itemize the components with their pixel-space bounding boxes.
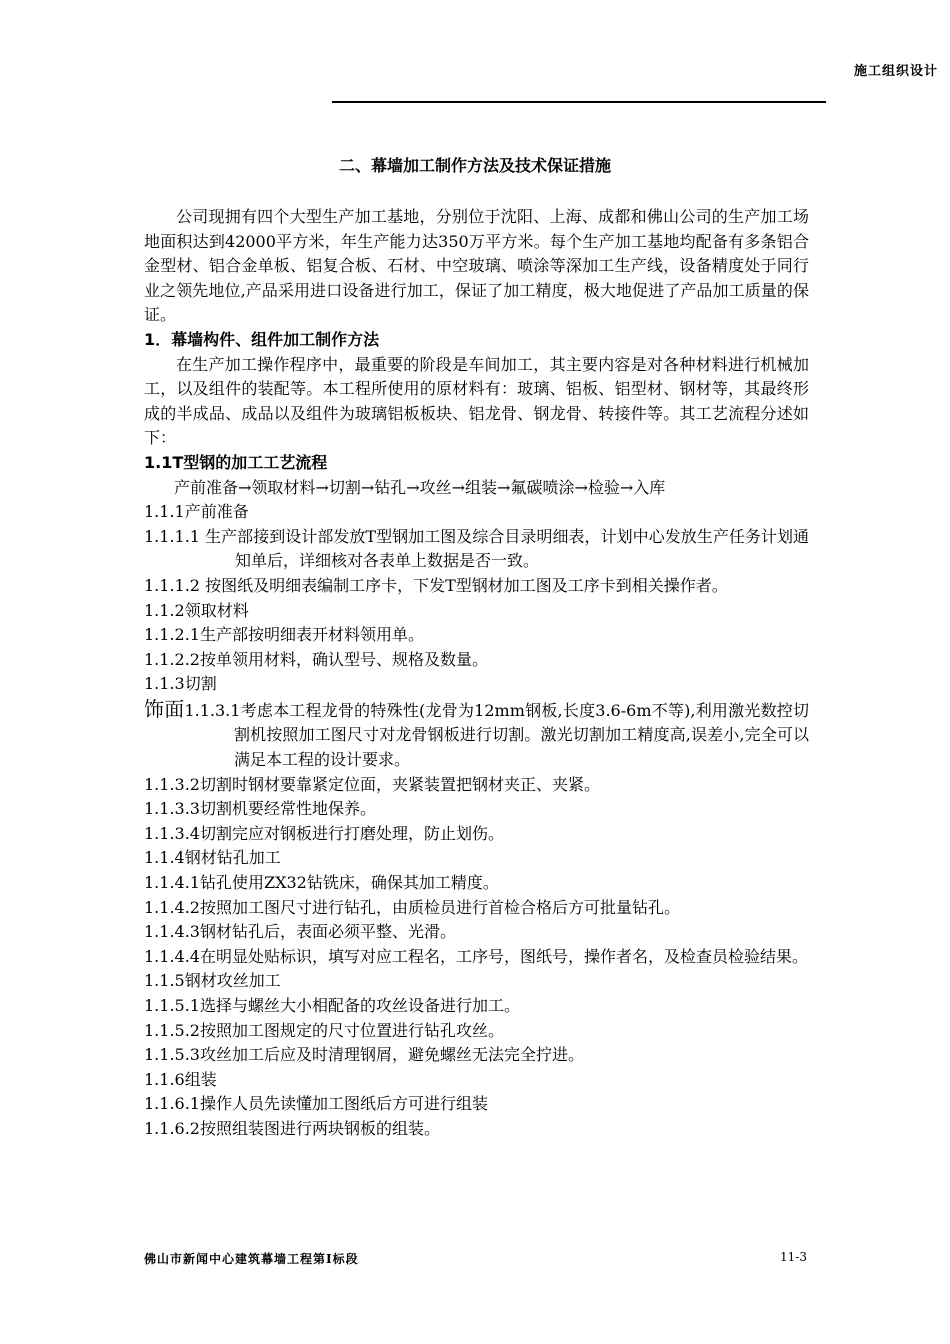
item-1-1-4-1: 1.1.4.1钻孔使用ZX32钻铣床，确保其加工精度。 xyxy=(144,873,499,893)
item-1-1-2-1: 1.1.2.1生产部按明细表开材料领用单。 xyxy=(144,625,424,645)
item-1-1-6-2: 1.1.6.2按照组装图进行两块钢板的组装。 xyxy=(144,1118,440,1138)
footer-project-name: 佛山市新闻中心建筑幕墙工程第Ⅰ标段 xyxy=(144,1252,359,1266)
item-1-1-2: 1.1.2领取材料 xyxy=(144,600,249,620)
intro-paragraph: 公司现拥有四个大型生产加工基地，分别位于沈阳、上海、成都和佛山公司的生产加工场地面积达到42000平方米，年生产能力达350万平方米。每个生产加工基地均配备有多条铝合金型材、铝合金单板、铝复合板、石材、中空玻璃、喷涂等深加工生产线，设备精度处于同行业之领先地位,产品采用进口设备进行加工，保证了加工精度，极大地促进了产品加工质量的保证。 xyxy=(144,207,809,325)
item-1-1-3: 1.1.3切割 xyxy=(144,674,217,694)
process-flow: 产前准备→领取材料→切割→钻孔→攻丝→组装→氟碳喷涂→检验→入库 xyxy=(174,477,666,497)
item-1-1-1: 1.1.1产前准备 xyxy=(144,502,249,522)
item-1-1-3-1-text: 1.1.3.1考虑本工程龙骨的特殊性(龙骨为12mm钢板,长度3.6-6m不等),利用激光数控切割机按照加工图尺寸对龙骨钢板进行切割。激光切割加工精度高,误差小,完全可以满足本工程的设计要求。 xyxy=(184,700,810,770)
stray-prefix-text: 饰面 xyxy=(144,696,185,721)
section-heading-1: 1．幕墙构件、组件加工制作方法 xyxy=(144,329,380,349)
header-title: 施工组织设计 xyxy=(853,64,938,79)
page-title: 二、幕墙加工制作方法及技术保证措施 xyxy=(338,156,611,175)
item-1-1-5: 1.1.5钢材攻丝加工 xyxy=(144,971,281,991)
item-1-1-5-1: 1.1.5.1选择与螺丝大小相配备的攻丝设备进行加工。 xyxy=(144,996,520,1015)
item-1-1-1-2: 1.1.1.2 按图纸及明细表编制工序卡，下发T型钢材加工图及工序卡到相关操作者。 xyxy=(144,575,728,595)
item-1-1-6-1: 1.1.6.1操作人员先读懂加工图纸后方可进行组装 xyxy=(144,1094,488,1114)
item-1-1-3-1 xyxy=(144,697,809,773)
item-1-1-2-2: 1.1.2.2按单领用材料，确认型号、规格及数量。 xyxy=(144,649,488,669)
item-1-1-4: 1.1.4钢材钻孔加工 xyxy=(144,848,281,868)
item-1-1-3-4: 1.1.3.4切割完应对钢板进行打磨处理，防止划伤。 xyxy=(144,823,504,843)
item-1-1-4-2: 1.1.4.2按照加工图尺寸进行钻孔，由质检员进行首检合格后方可批量钻孔。 xyxy=(144,897,680,917)
item-1-1-5-2: 1.1.5.2按照加工图规定的尺寸位置进行钻孔攻丝。 xyxy=(144,1020,504,1040)
item-1-1-3-2: 1.1.3.2切割时钢材要靠紧定位面，夹紧装置把钢材夹正、夹紧。 xyxy=(144,774,600,794)
section-paragraph-1: 在生产加工操作程序中，最重要的阶段是车间加工，其主要内容是对各种材料进行机械加工，以及组件的装配等。本工程所使用的原材料有：玻璃、铝板、铝型材、钢材等，其最终形成的半成品、成品以及组件为玻璃铝板板块、铝龙骨、钢龙骨、转接件等。其工艺流程分述如下： xyxy=(144,354,809,448)
header-divider xyxy=(332,101,826,103)
footer-page-number: 11-3 xyxy=(780,1250,807,1264)
item-1-1-1-1: 1.1.1.1 生产部接到设计部发放T型钢加工图及综合目录明细表，计划中心发放生产任务计划通知单后，详细核对各表单上数据是否一致。 xyxy=(144,526,809,571)
section-heading-1-1: 1.1T型钢的加工工艺流程 xyxy=(144,452,328,472)
item-1-1-6: 1.1.6组装 xyxy=(144,1069,217,1089)
item-1-1-4-3: 1.1.4.3钢材钻孔后，表面必须平整、光滑。 xyxy=(144,922,456,942)
item-1-1-3-3: 1.1.3.3切割机要经常性地保养。 xyxy=(144,799,376,819)
document-body xyxy=(144,205,809,1142)
item-1-1-5-3: 1.1.5.3攻丝加工后应及时清理钢屑，避免螺丝无法完全拧进。 xyxy=(144,1045,584,1065)
item-1-1-4-4: 1.1.4.4在明显处贴标识，填写对应工程名，工序号，图纸号，操作者名，及检查员检验结果。 xyxy=(144,946,808,966)
